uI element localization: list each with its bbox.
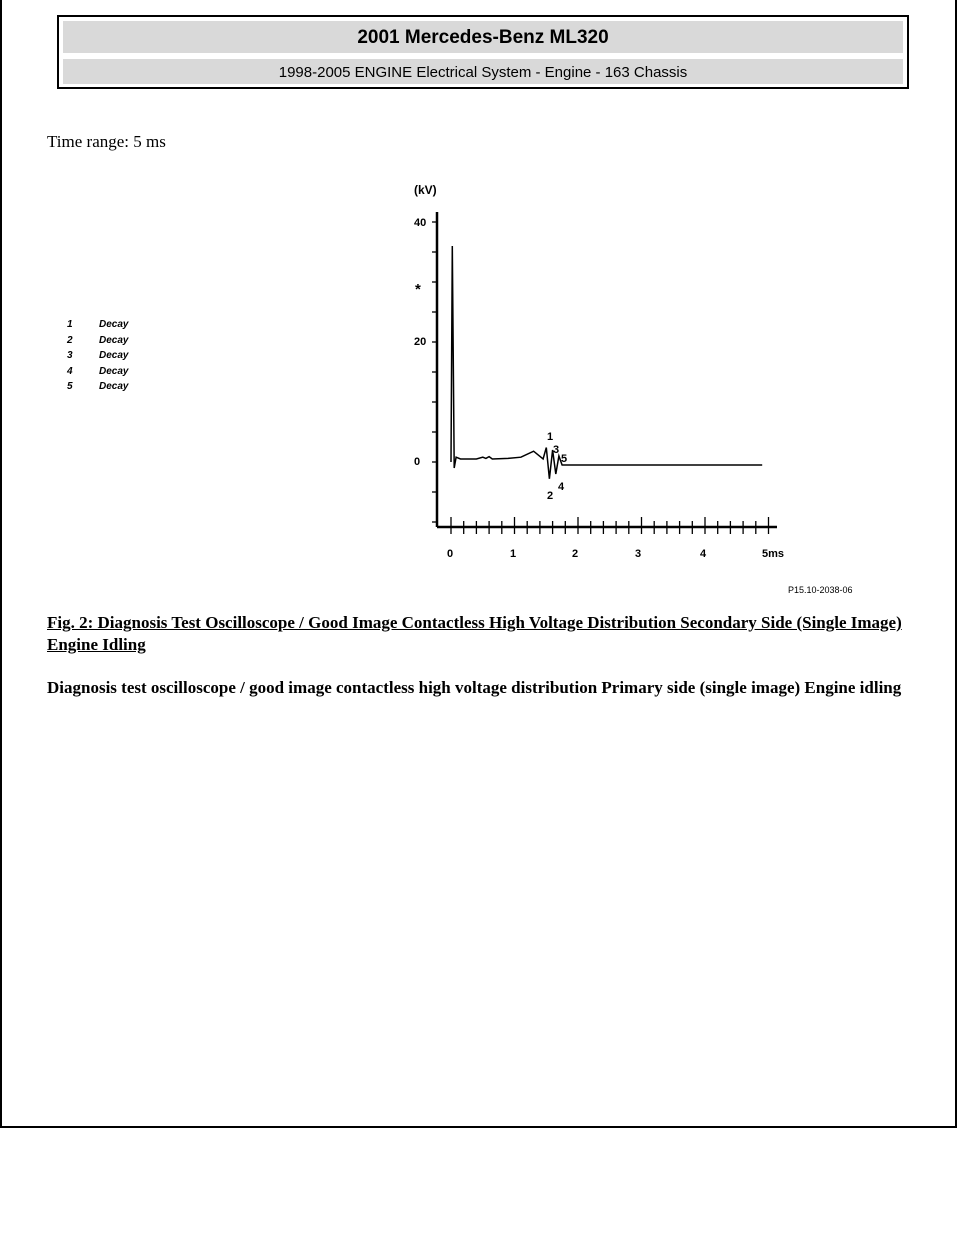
x-tick-label: 0 bbox=[447, 548, 454, 560]
x-axis-minor-ticks bbox=[451, 517, 769, 534]
callout-label: 4 bbox=[558, 481, 565, 493]
y-unit-label: (kV) bbox=[414, 183, 437, 197]
x-tick-label: 1 bbox=[510, 548, 517, 560]
oscilloscope-plot bbox=[60, 172, 880, 602]
y-tick-label: 40 bbox=[414, 217, 427, 229]
legend-label: Decay bbox=[99, 381, 129, 392]
body-paragraph: Diagnosis test oscilloscope / good image contactless high voltage distribution Primary side (single image) Engine idling bbox=[47, 678, 902, 697]
x-tick-label: 3 bbox=[635, 548, 642, 560]
oscilloscope-figure bbox=[60, 172, 880, 602]
waveform-line bbox=[451, 246, 762, 479]
figure-reference-code: P15.10-2038-06 bbox=[788, 585, 853, 595]
callout-label: 1 bbox=[547, 431, 554, 443]
legend-label: Decay bbox=[99, 350, 129, 361]
x-tick-label: 2 bbox=[572, 548, 579, 560]
callout-label: 5 bbox=[561, 453, 568, 465]
document-title: 2001 Mercedes-Benz ML320 bbox=[62, 20, 904, 54]
y-tick-label: 20 bbox=[414, 336, 427, 348]
legend-label: Decay bbox=[99, 365, 129, 377]
y-tick-label: 0 bbox=[414, 456, 421, 468]
legend-number: 3 bbox=[67, 350, 73, 361]
time-range-text: Time range: 5 ms bbox=[47, 132, 166, 151]
legend-number: 5 bbox=[67, 381, 73, 392]
x-tick-label: 4 bbox=[700, 548, 707, 560]
callout-label: 2 bbox=[547, 490, 554, 502]
document-header bbox=[57, 15, 909, 89]
document-subtitle: 1998-2005 ENGINE Electrical System - Engine - 163 Chassis bbox=[62, 58, 904, 85]
callout-label: 3 bbox=[553, 444, 560, 456]
figure-caption: Fig. 2: Diagnosis Test Oscilloscope / Good Image Contactless High Voltage Distribution Secondary Side (Single Image) Engine Idling bbox=[47, 613, 902, 654]
legend-label: Decay bbox=[99, 334, 129, 346]
legend-label: Decay bbox=[99, 319, 129, 330]
asterisk-mark: * bbox=[415, 281, 421, 298]
legend-number: 4 bbox=[67, 365, 73, 377]
legend-number: 2 bbox=[67, 334, 73, 346]
x-tick-label: 5ms bbox=[762, 548, 785, 560]
legend-number: 1 bbox=[67, 319, 73, 330]
